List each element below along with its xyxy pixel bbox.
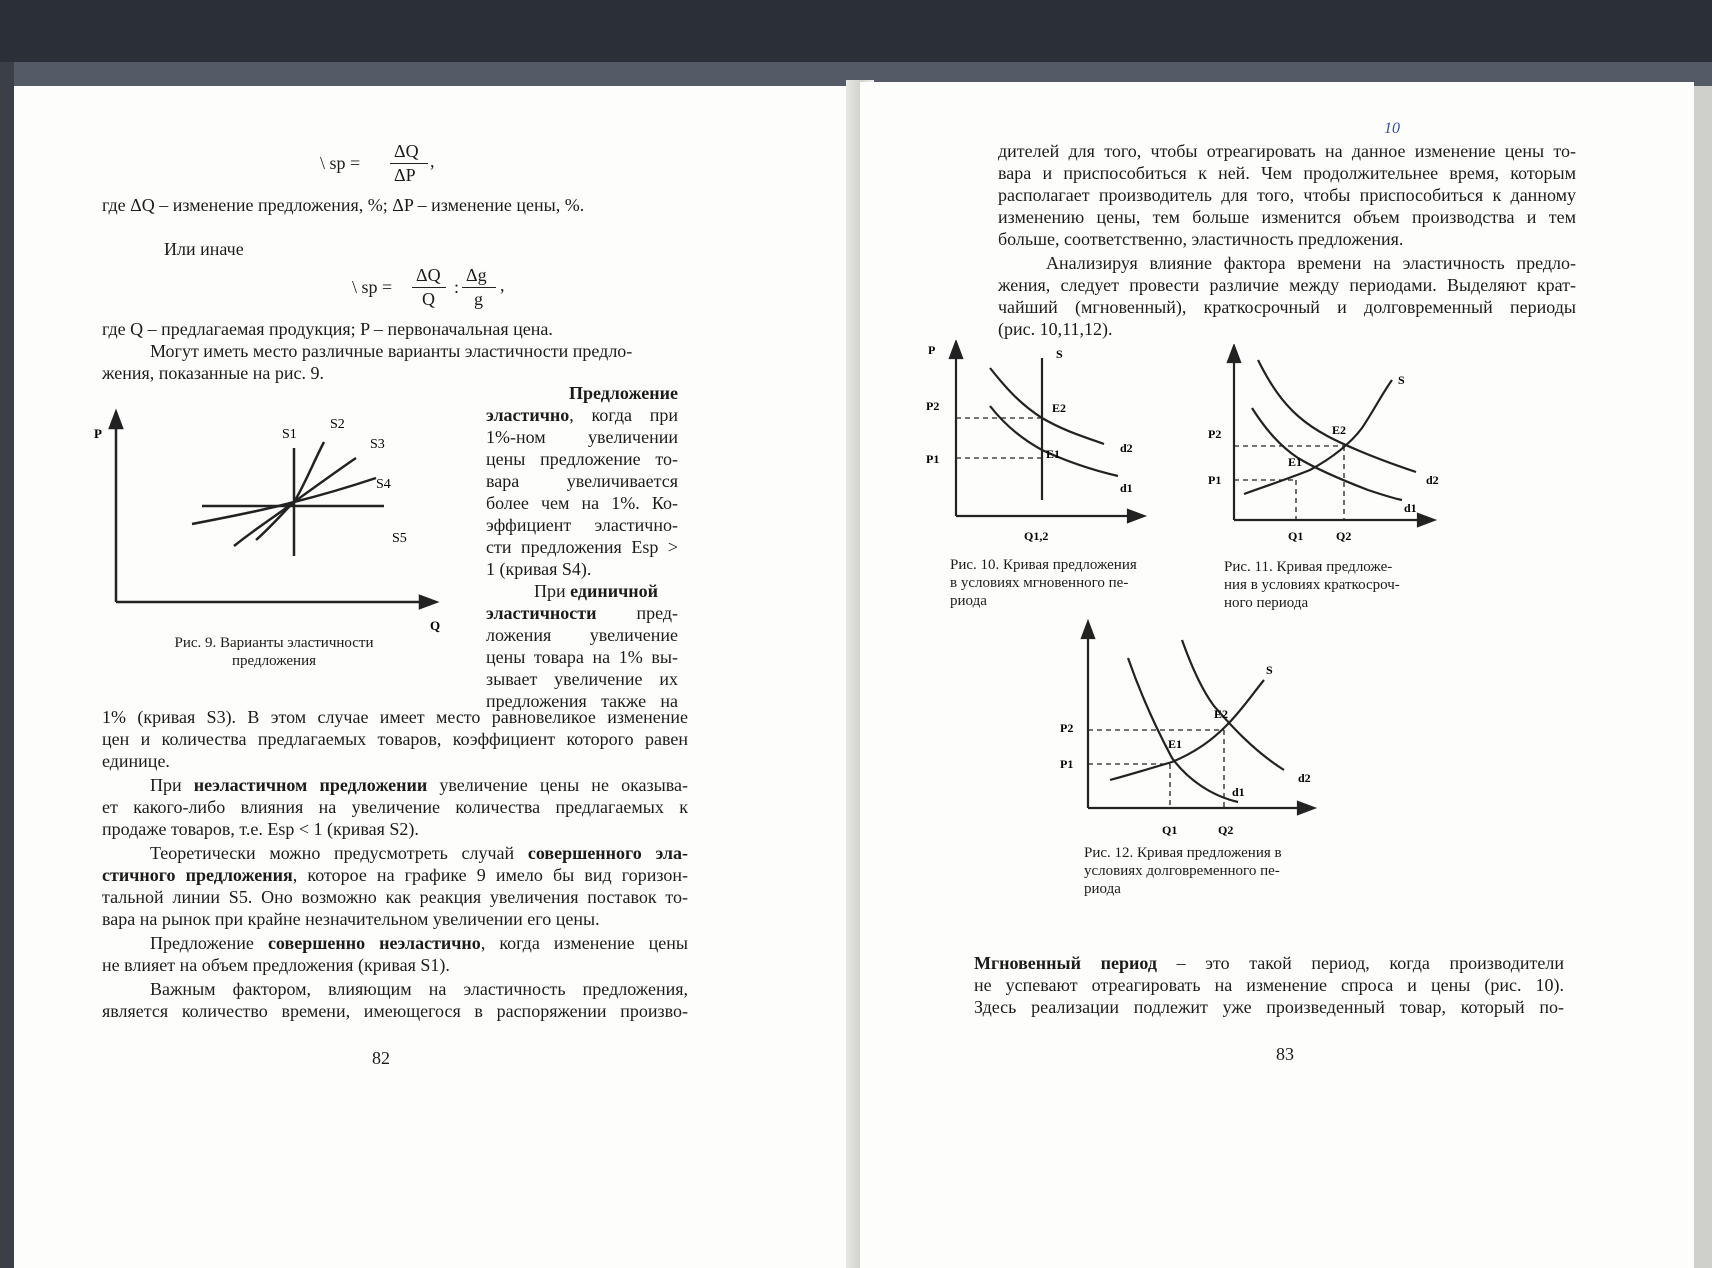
formula-numerator: ΔQ (394, 141, 419, 161)
handwritten-note: 10 (1384, 120, 1400, 137)
text-line: Важным фактором, влияющим на эластичность предложения, (150, 979, 688, 999)
formula-colon: : (454, 277, 460, 297)
demand-curve-d2 (1182, 640, 1284, 770)
x-axis-arrow (1128, 510, 1144, 522)
label-p2: P2 (926, 399, 940, 413)
paragraph-perfectly-inelastic (102, 932, 688, 976)
bold-term: совершенно неэластично (267, 933, 481, 953)
text-line: 1 (кривая S4). (486, 559, 592, 579)
figure-11-caption (1224, 558, 1434, 612)
label-e2: E2 (1052, 401, 1067, 415)
y-axis-arrow (950, 342, 962, 358)
caption-line: Рис. 11. Кривая предложе- (1224, 559, 1393, 575)
x-axis-arrow (420, 596, 436, 608)
formula-elasticity-2 (352, 264, 532, 310)
figure-9-supply-variants (84, 406, 464, 636)
formula-denominator: ΔP (394, 165, 416, 185)
paragraph-perfectly-elastic (102, 842, 688, 930)
text-span: пред- (636, 603, 678, 623)
scan-background-top (0, 0, 1712, 62)
text-line (974, 952, 1564, 974)
paragraph-inelastic (102, 774, 688, 840)
formula-numerator: ΔQ (416, 265, 441, 285)
text-line: не влияет на объем предложения (кривая S1). (102, 955, 450, 975)
label-e1: E1 (1288, 455, 1303, 469)
label-s2: S2 (330, 417, 345, 432)
paragraph-analysis (998, 252, 1576, 340)
text-line: эффициент эластично- (486, 515, 678, 535)
label-s: S (1056, 347, 1063, 361)
formula-lhs: \ sp = (352, 277, 393, 297)
formula-tail: , (430, 151, 435, 171)
label-s: S (1398, 373, 1405, 387)
text-line: более чем на 1%. Ко- (486, 493, 678, 513)
formula-denominator: Q (422, 289, 435, 309)
text-line: вара на рынок при крайне незначительном увеличении его цены. (102, 909, 600, 929)
text-line: вара и приспособиться к ней. Чем продолжительнее время, которым (998, 163, 1576, 183)
page-82 (14, 86, 860, 1268)
caption-line: в условиях мгновенного пе- (950, 575, 1129, 591)
or-otherwise: Или иначе (164, 239, 244, 259)
label-p2: P2 (1060, 721, 1074, 735)
label-q1: Q1 (1162, 823, 1178, 837)
text-line: дителей для того, чтобы отреагировать на данное изменение цены то- (998, 141, 1576, 161)
elastic-supply-block (486, 382, 678, 712)
paragraph-variants-line: жения, показанные на рис. 9. (102, 363, 325, 383)
text-span: Предложение (150, 933, 268, 953)
paragraph-continued (998, 140, 1576, 250)
text-line (486, 404, 678, 426)
text-span: , когда при (569, 405, 678, 425)
caption-line: условиях долговременного пе- (1084, 863, 1280, 879)
text-span: Теоретически можно предусмотреть случай (150, 843, 528, 863)
label-s3: S3 (370, 437, 385, 452)
label-d2: d2 (1426, 473, 1439, 487)
text-span: При (534, 581, 566, 601)
text-line: сти предложения Esp > (486, 537, 678, 557)
curve-s4 (192, 478, 376, 524)
formula-lhs: \ sp = (320, 153, 361, 173)
text-span: , когда изменение цены (480, 933, 689, 953)
figure-9-caption (174, 634, 374, 670)
text-line: предложения также на (486, 691, 678, 711)
y-axis-arrow (1082, 622, 1094, 638)
label-s1: S1 (282, 427, 297, 442)
text-line: цены товара на 1% вы- (486, 647, 678, 667)
text-line: не успевают отреагировать на изменение спроса и цены (рис. 10). (974, 975, 1564, 995)
figure-12-caption (1084, 844, 1324, 898)
label-d2: d2 (1120, 441, 1133, 455)
page-number: 82 (372, 1048, 390, 1068)
text-line: больше, соответственно, эластичность предложения. (998, 229, 1404, 249)
label-q2: Q2 (1218, 823, 1234, 837)
label-d1: d1 (1232, 785, 1245, 799)
text-line: (рис. 10,11,12). (998, 319, 1113, 339)
text-line: Предложение (568, 383, 678, 403)
text-line: является количество времени, имеющегося в распоряжении произво- (102, 1001, 688, 1021)
text-line: ложения увеличение (486, 625, 678, 645)
text-line (102, 842, 688, 864)
bold-term: Мгновенный период (974, 953, 1157, 973)
formula-elasticity-1 (320, 140, 460, 186)
label-e2: E2 (1214, 707, 1229, 721)
figure-10-instant-period (908, 340, 1168, 550)
text-line: единице. (102, 751, 170, 771)
text-span: , которое на графике 9 имело бы вид горизон- (292, 865, 688, 885)
figure-11-short-run (1192, 344, 1452, 554)
text-line (102, 864, 688, 886)
caption-line: ния в условиях краткосроч- (1224, 577, 1400, 593)
text-line: продаже товаров, т.е. Esp < 1 (кривая S2). (102, 819, 419, 839)
bold-term: эластично (486, 405, 570, 425)
caption-line: предложения (231, 653, 316, 669)
label-e1: E1 (1046, 447, 1061, 461)
axis-label-q: Q (430, 618, 441, 633)
text-line: располагает производитель для того, чтобы приспособиться к данному (998, 185, 1576, 205)
bold-term: совершенного эла- (527, 843, 688, 863)
label-p1: P1 (1208, 473, 1222, 487)
demand-curve-d2 (1258, 360, 1416, 472)
label-s4: S4 (376, 477, 391, 492)
text-line: цен и количества предлагаемых товаров, коэффициент которого равен (102, 729, 688, 749)
caption-line: Рис. 9. Варианты эластичности (174, 635, 374, 651)
axis-label-p: P (94, 426, 102, 441)
y-axis-arrow (110, 412, 122, 428)
text-line: тальной линии S5. Оно возможно как реакция увеличения поставок то- (102, 887, 688, 907)
text-line: ет какого-либо влияния на увеличение количества предлагаемых к (102, 797, 688, 817)
text-line (102, 774, 688, 796)
text-span: При (150, 775, 194, 795)
curve-s2 (256, 442, 324, 540)
formula-denominator: g (474, 289, 483, 309)
paragraph-variants-line: Могут иметь место различные варианты эластичности предло- (150, 341, 633, 361)
caption-line: риода (950, 593, 987, 609)
text-line: Здесь реализации подлежит уже произведенный товар, который по- (974, 997, 1564, 1017)
text-line (486, 580, 678, 602)
text-line: Анализируя влияние фактора времени на эластичность предло- (1046, 253, 1576, 273)
caption-line: Рис. 10. Кривая предложения (950, 557, 1137, 573)
text-line: чайший (мгновенный), краткосрочный и долговременный периоды (998, 297, 1576, 317)
label-p1: P1 (1060, 757, 1074, 771)
text-line: 1%-ном увеличении (486, 427, 678, 447)
label-p2: P2 (1208, 427, 1222, 441)
bold-term: единичной (570, 581, 659, 601)
scan-background-left (0, 62, 14, 1268)
text-span: – это такой период, когда производители (1156, 953, 1565, 973)
text-line (102, 932, 688, 954)
label-q2: Q2 (1336, 529, 1352, 543)
formula-tail: , (500, 275, 505, 295)
scan-background-right (1694, 86, 1712, 1268)
text-line: вара увеличивается (486, 471, 678, 491)
figure-12-long-run (1052, 618, 1332, 842)
label-d2: d2 (1298, 771, 1311, 785)
label-p1: P1 (926, 452, 940, 466)
y-axis-arrow (1228, 346, 1240, 362)
page-83 (860, 82, 1694, 1268)
label-q12: Q1,2 (1024, 529, 1049, 543)
label-e1: E1 (1168, 737, 1183, 751)
label-s: S (1266, 663, 1273, 677)
x-axis-arrow (1418, 514, 1434, 526)
demand-curve-d1 (1252, 408, 1402, 500)
bold-term: неэластичном предложении (193, 775, 428, 795)
text-line (486, 602, 678, 624)
label-d1: d1 (1404, 501, 1417, 515)
bold-term: стичного предложения (102, 865, 293, 885)
text-span: увеличение цены не оказыва- (427, 775, 688, 795)
paragraph-instant-period (974, 952, 1564, 1018)
x-axis-arrow (1298, 802, 1314, 814)
paragraph-time-factor (102, 978, 688, 1022)
caption-line: ного периода (1224, 595, 1309, 611)
figure-10-caption (950, 556, 1160, 610)
page-number: 83 (1276, 1044, 1294, 1064)
caption-line: Рис. 12. Кривая предложения в (1084, 845, 1282, 861)
definition-line-2: где Q – предлагаемая продукция; P – первоначальная цена. (102, 319, 553, 339)
supply-curve-s (1244, 380, 1392, 494)
paragraph-unit-elasticity (102, 706, 688, 772)
formula-numerator: Δg (466, 265, 487, 285)
text-line: 1% (кривая S3). В этом случае имеет место равновеликое изменение (102, 707, 688, 727)
axis-label-p: P (928, 343, 936, 357)
caption-line: риода (1084, 881, 1121, 897)
text-line: зывает увеличение их (486, 669, 678, 689)
definition-line-1: где ΔQ – изменение предложения, %; ΔP – изменение цены, %. (102, 195, 585, 215)
text-line: изменению цены, тем больше изменится объем производства и тем (998, 207, 1576, 227)
label-d1: d1 (1120, 481, 1133, 495)
label-q1: Q1 (1288, 529, 1304, 543)
label-s5: S5 (392, 531, 407, 546)
demand-curve-d2 (990, 368, 1104, 444)
label-e2: E2 (1332, 423, 1347, 437)
text-line: жения, следует провести различие между периодами. Выделяют крат- (998, 275, 1576, 295)
bold-term: эластичности (486, 603, 597, 623)
text-line: цены предложение то- (486, 449, 678, 469)
